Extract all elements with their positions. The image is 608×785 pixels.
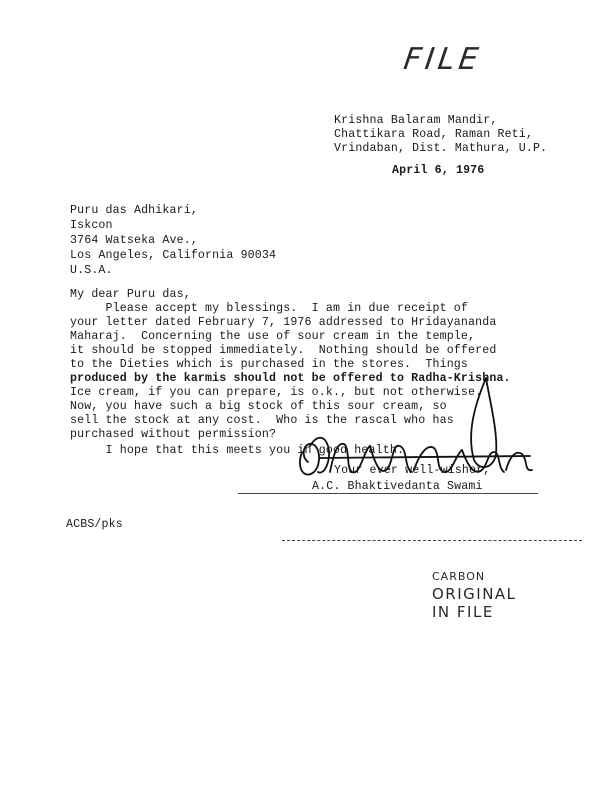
handwritten-signature	[290, 372, 540, 482]
body-line: sell the stock at any cost. Who is the rascal who has	[70, 414, 454, 427]
recipient-country: U.S.A.	[70, 264, 113, 277]
file-stamp: FILE	[401, 42, 485, 77]
typist-initials: ACBS/pks	[66, 518, 123, 531]
body-line: it should be stopped immediately. Nothing should be offered	[70, 344, 497, 357]
recipient-city: Los Angeles, California 90034	[70, 249, 277, 262]
body-line: Ice cream, if you can prepare, is o.k., but not otherwise.	[70, 386, 483, 399]
salutation: My dear Puru das,	[70, 288, 191, 301]
recipient-street: 3764 Watseka Ave.,	[70, 234, 198, 247]
sender-address-line2: Chattikara Road, Raman Reti,	[334, 128, 534, 141]
signature-name: A.C. Bhaktivedanta Swami	[312, 480, 483, 493]
body-line: produced by the karmis should not be offered to Radha-Krishna.	[70, 372, 511, 385]
carbon-original-stamp	[432, 570, 517, 621]
signature-line	[238, 493, 538, 494]
body-line: I hope that this meets you in good health.	[70, 444, 405, 457]
body-line: to the Dieties which is purchased in the stores. Things	[70, 358, 469, 371]
recipient-org: Iskcon	[70, 219, 113, 232]
recipient-name: Puru das Adhikari,	[70, 204, 198, 217]
body-line: your letter dated February 7, 1976 addressed to Hridayananda	[70, 316, 497, 329]
carbon-stamp-line1: CARBON	[432, 570, 486, 583]
closing: Your ever well-wisher,	[334, 464, 491, 477]
body-line: Maharaj. Concerning the use of sour cream in the temple,	[70, 330, 476, 343]
body-line: Now, you have such a big stock of this sour cream, so	[70, 400, 447, 413]
carbon-stamp-line3: IN FILE	[432, 603, 494, 621]
sender-address-line1: Krishna Balaram Mandir,	[334, 114, 498, 127]
body-line: purchased without permission?	[70, 428, 277, 441]
letter-date: April 6, 1976	[392, 164, 485, 177]
body-line: Please accept my blessings. I am in due receipt of	[70, 302, 469, 315]
carbon-stamp-line2: ORIGINAL	[432, 585, 517, 603]
sender-address-line3: Vrindaban, Dist. Mathura, U.P.	[334, 142, 548, 155]
divider-rule	[282, 540, 582, 541]
